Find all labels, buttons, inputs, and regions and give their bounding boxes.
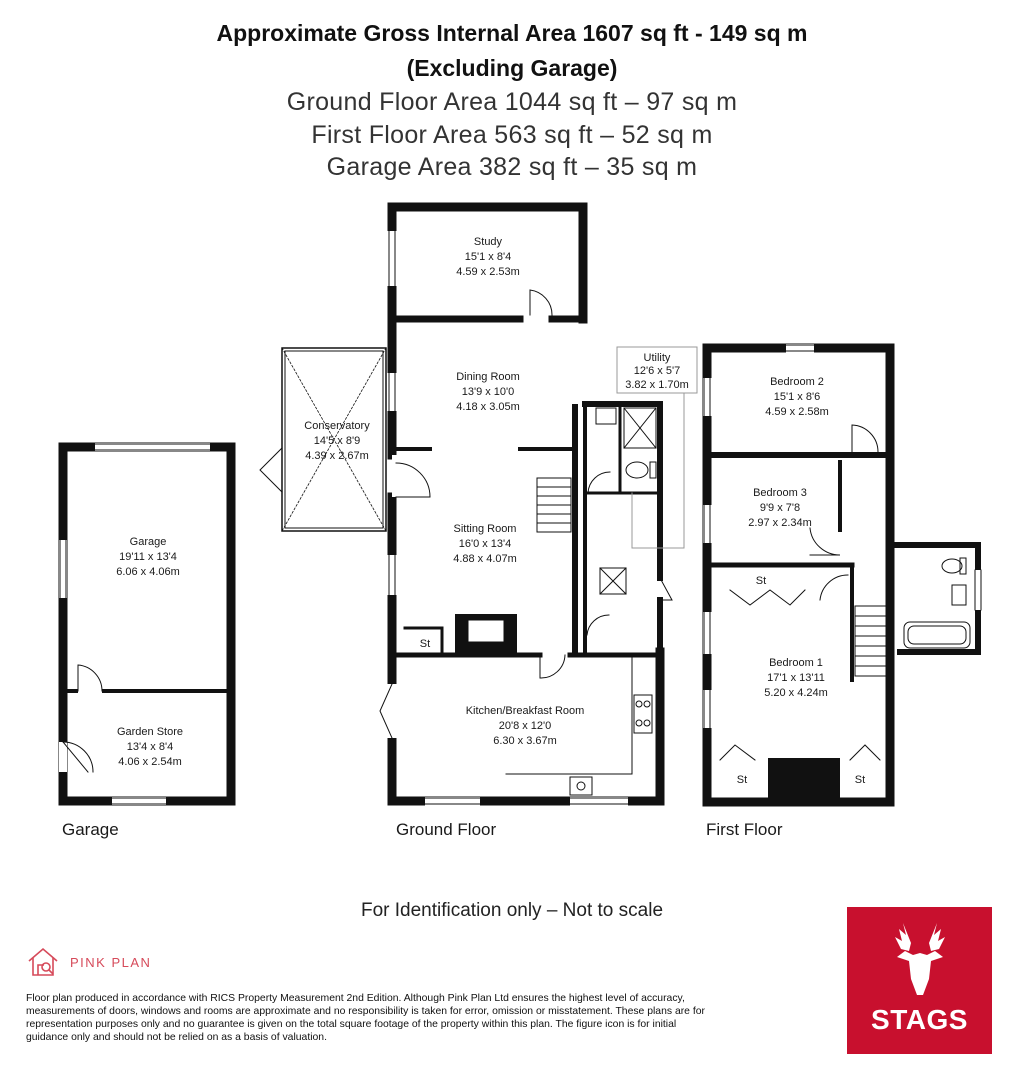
bedroom1-metric: 5.20 x 4.24m (764, 687, 828, 699)
study-imperial: 15'1 x 8'4 (464, 251, 512, 263)
conservatory-label: Conservatory (304, 420, 370, 432)
pinkplan-brand: PINK PLAN (70, 955, 152, 970)
pinkplan-logo-icon (26, 945, 60, 979)
garden-store-label: Garden Store (116, 726, 184, 738)
sitting-imperial: 16'0 x 13'4 (458, 538, 512, 550)
stag-head-icon (885, 921, 955, 1001)
bedroom3-imperial: 9'9 x 7'8 (759, 502, 801, 514)
stags-wordmark: STAGS (871, 1004, 968, 1035)
first-floor-area: First Floor Area 563 sq ft – 52 sq m (311, 121, 713, 149)
dining-metric: 4.18 x 3.05m (456, 401, 520, 413)
garden-store-imperial: 13'4 x 8'4 (126, 741, 174, 753)
bedroom1-imperial: 17'1 x 13'11 (767, 672, 825, 684)
ground-floor-label: Ground Floor (396, 820, 497, 839)
bedroom3-label: Bedroom 3 (753, 487, 807, 499)
study-label: Study (473, 236, 503, 248)
first-floor-label: First Floor (706, 820, 783, 839)
store-label-ground: St (419, 638, 431, 650)
bedroom2-label: Bedroom 2 (770, 376, 824, 388)
garage-label: Garage (129, 536, 167, 548)
dining-label: Dining Room (456, 371, 520, 383)
bedroom2-imperial: 15'1 x 8'6 (773, 391, 821, 403)
bedroom2-metric: 4.59 x 2.58m (765, 406, 829, 418)
store-label-left: St (736, 774, 748, 786)
area-subheading: (Excluding Garage) (406, 55, 618, 81)
conservatory-metric: 4.39 x 2.67m (305, 450, 369, 462)
study-metric: 4.59 x 2.53m (456, 266, 520, 278)
garage-imperial: 19'11 x 13'4 (119, 551, 177, 563)
garden-store-metric: 4.06 x 2.54m (118, 756, 182, 768)
sitting-metric: 4.88 x 4.07m (453, 553, 517, 565)
garage-metric: 6.06 x 4.06m (116, 566, 180, 578)
conservatory-imperial: 14'5 x 8'9 (313, 435, 361, 447)
identification-caption: For Identification only – Not to scale (360, 900, 664, 921)
kitchen-imperial: 20'8 x 12'0 (498, 720, 552, 732)
area-heading: Approximate Gross Internal Area 1607 sq ft - 149 sq m (216, 20, 808, 46)
bedroom1-label: Bedroom 1 (769, 657, 823, 669)
kitchen-label: Kitchen/Breakfast Room (465, 705, 585, 717)
store-label-right: St (854, 774, 866, 786)
dining-imperial: 13'9 x 10'0 (461, 386, 515, 398)
kitchen-metric: 6.30 x 3.67m (493, 735, 557, 747)
garage-floor-label: Garage (62, 820, 119, 839)
disclaimer-text: Floor plan produced in accordance with RICS Property Measurement 2nd Edition. Although Pink Plan Ltd ensures the highest level of accuracy, measurements of doors, windows and rooms are approximate and no responsibility is taken for error, omission or misstatement. These plans are for representation purposes only and no guarantee is given on the total square footage of the property within this plan. The figure icon is for initial guidance only and should not be relied on as a basis of valuation. (26, 993, 705, 1043)
bedroom3-metric: 2.97 x 2.34m (748, 517, 812, 529)
sitting-label: Sitting Room (453, 523, 517, 535)
garage-area: Garage Area 382 sq ft – 35 sq m (326, 153, 698, 181)
utility-metric: 3.82 x 1.70m (625, 379, 689, 391)
utility-imperial: 12'6 x 5'7 (633, 365, 681, 377)
store-label-bedroom1: St (755, 575, 767, 587)
utility-label: Utility (643, 352, 671, 364)
stags-logo (847, 907, 992, 1054)
ground-floor-area: Ground Floor Area 1044 sq ft – 97 sq m (286, 88, 738, 116)
first-floor-outline (703, 344, 983, 802)
